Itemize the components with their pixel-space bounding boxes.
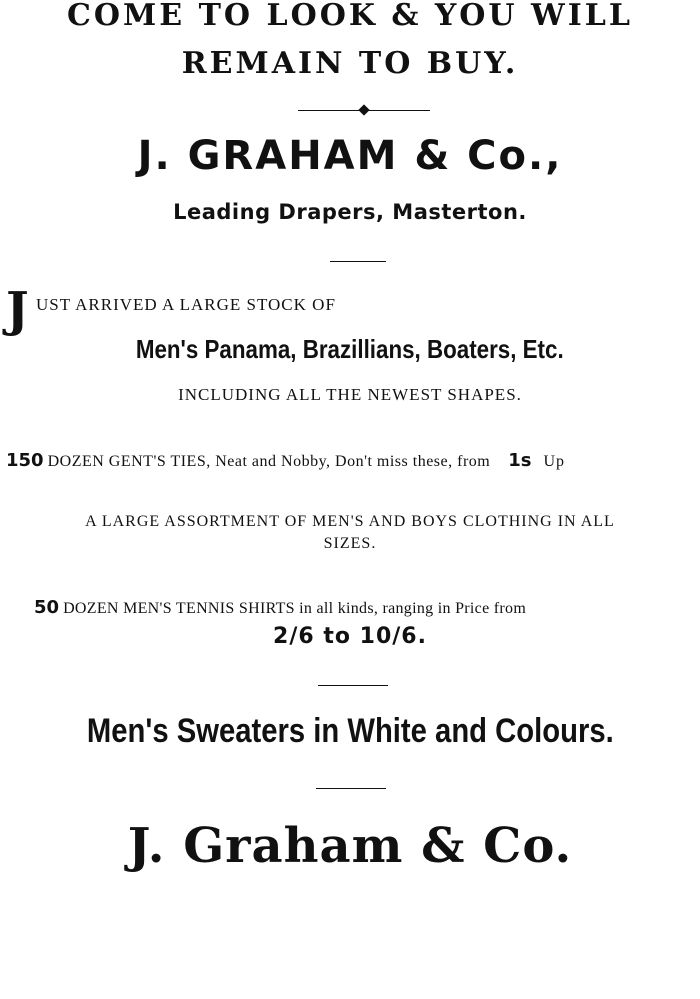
clothing-line-1: A LARGE ASSORTMENT OF MEN'S AND BOYS CLOTHING IN ALL bbox=[85, 513, 615, 530]
firm-tagline: Leading Drapers, Masterton. bbox=[173, 200, 527, 224]
ties-price: 1s bbox=[508, 450, 532, 471]
headline-line-2: REMAIN TO BUY. bbox=[181, 46, 519, 81]
sweaters-line: Men's Sweaters in White and Colours. bbox=[86, 712, 614, 750]
footer-firm-name: J. Graham & Co. bbox=[127, 818, 573, 874]
hats-line-wrap bbox=[0, 334, 700, 365]
divider-2 bbox=[318, 685, 388, 686]
shirts-line bbox=[34, 597, 526, 618]
ties-line bbox=[6, 450, 700, 471]
ties-suffix: Up bbox=[543, 453, 566, 470]
ties-text: DOZEN GENT'S TIES, Neat and Nobby, Don't miss these, from bbox=[47, 453, 491, 470]
ties-quantity: 150 bbox=[6, 450, 44, 471]
sweaters-line-wrap bbox=[0, 712, 700, 751]
firm-name: J. GRAHAM & Co., bbox=[137, 133, 563, 179]
arrival-intro: UST ARRIVED A LARGE STOCK OF bbox=[36, 295, 336, 314]
clothing-line-2: SIZES. bbox=[323, 535, 377, 552]
hats-line: Men's Panama, Brazillians, Boaters, Etc. bbox=[136, 334, 564, 364]
divider-3 bbox=[316, 788, 386, 789]
drop-cap: J bbox=[6, 282, 29, 338]
divider-1 bbox=[330, 261, 386, 262]
shirts-quantity: 50 bbox=[34, 597, 60, 618]
headline-line-1: COME TO LOOK & YOU WILL bbox=[67, 0, 633, 33]
shapes-line: INCLUDING ALL THE NEWEST SHAPES. bbox=[178, 385, 522, 404]
shirts-price: 2/6 to 10/6. bbox=[273, 624, 427, 649]
shirts-text: DOZEN MEN'S TENNIS SHIRTS in all kinds, ranging in Price from bbox=[63, 600, 527, 617]
diamond-ornament bbox=[358, 104, 369, 115]
